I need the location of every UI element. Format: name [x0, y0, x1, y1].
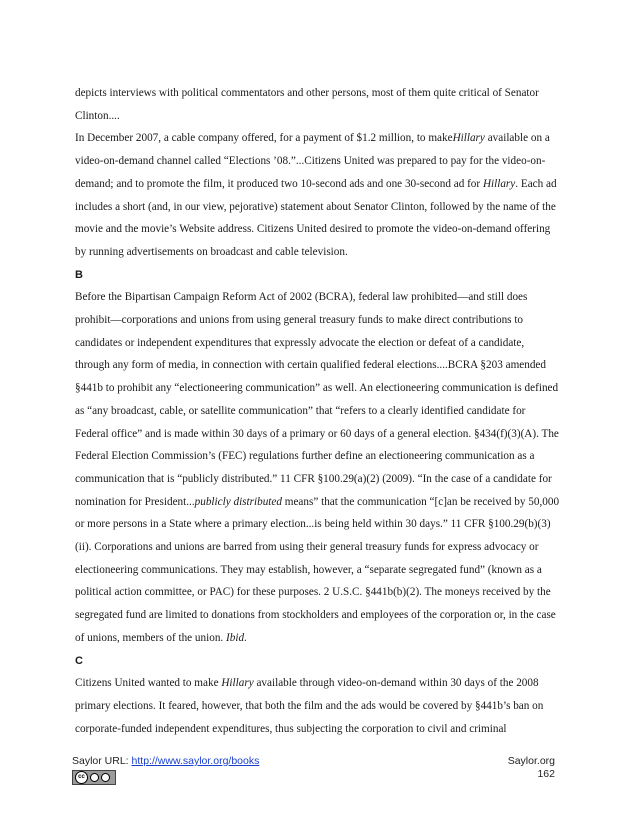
footer-site: Saylor.org — [507, 755, 555, 767]
cc-icon: cc — [75, 771, 88, 784]
saylor-books-link[interactable]: http://www.saylor.org/books — [131, 755, 260, 767]
text-run: In December 2007, a cable company offered, for a payment of $1.2 million, to make — [75, 132, 453, 145]
share-alike-icon — [101, 773, 110, 782]
text-run: means” that the communication “[c]an be received by 50,000 or more persons in a State where a primary election...is being held within 30 days.” 11 CFR §100.29(b)(3)(ii). Corporations and unions are barred from using their general treasury funds for express advocacy or electioneering communications. They may establish, however, a “separate segregated fund” (known as a political action committee, or PAC) for these purposes. 2 U.S.C. §441b(b)(2). The moneys received by the segregated fund are limited to donations from stockholders and employees of the corporation or, in the case of unions, members of the union. — [75, 495, 560, 644]
footer-page-info — [508, 755, 555, 781]
italic-term: publicly distributed — [194, 495, 282, 508]
paragraph — [75, 127, 560, 263]
text-run: . Each ad includes a short (and, in our view, pejorative) statement about Senator Clinton, followed by the name of the movie and the movie’s Website address. Citizens United desired to promote the video-on-demand offering by running advertisements on broadcast and cable television. — [75, 177, 557, 258]
italic-title: Hillary — [482, 177, 516, 190]
italic-term: Ibid — [226, 631, 245, 644]
italic-title: Hillary — [452, 132, 485, 145]
text-run: Citizens United wanted to make — [75, 677, 222, 690]
footer-url-label: Saylor URL: — [72, 755, 132, 767]
paragraph — [75, 286, 560, 649]
attribution-icon — [90, 773, 99, 782]
page-number: 162 — [537, 768, 555, 780]
footer-url-line — [72, 755, 259, 767]
paragraph — [75, 672, 560, 740]
text-run: available through video-on-demand within 30 days of the 2008 primary elections. It feared, however, that both the film and the ads would be covered by §441b’s ban on corporate-funded independent expenditures, thus subjecting the corporation to civil and criminal — [75, 677, 544, 735]
paragraph: depicts interviews with political commentators and other persons, most of them quite critical of Senator Clinton.... — [75, 87, 539, 122]
text-run: available on a video-on-demand channel called “Elections ’08.”...Citizens United was prepared to pay for the video-on-demand; and to promote the film, it produced two 10-second ads and one 30-second ad for — [75, 132, 550, 190]
italic-title: Hillary — [221, 677, 254, 690]
text-run: Before the Bipartisan Campaign Reform Act of 2002 (BCRA), federal law prohibited—and still does prohibit—corporations and unions from using general treasury funds to make direct contributions to candidates or independent expenditures that expressly advocate the election or defeat of a candidate, through any form of media, in connection with certain qualified federal elections....BCRA §203 amended §441b to prohibit any “electioneering communication” as well. An electioneering communication is defined as “any broadcast, cable, or satellite communication” that “refers to a clearly identified candidate for Federal office” and is made within 30 days of a primary or 60 days of a general election. §434(f)(3)(A). The Federal Election Commission’s (FEC) regulations further define an electioneering communication as a communication that is “publicly distributed.” 11 CFR §100.29(a)(2) (2009). “In the case of a candidate for nomination for President... — [75, 291, 559, 508]
text-run: . — [244, 631, 247, 644]
document-body — [75, 82, 560, 740]
creative-commons-by-license-icon — [72, 770, 116, 785]
section-heading-c: C — [75, 654, 83, 667]
footer-source — [72, 755, 259, 785]
section-heading-b: B — [75, 268, 83, 281]
